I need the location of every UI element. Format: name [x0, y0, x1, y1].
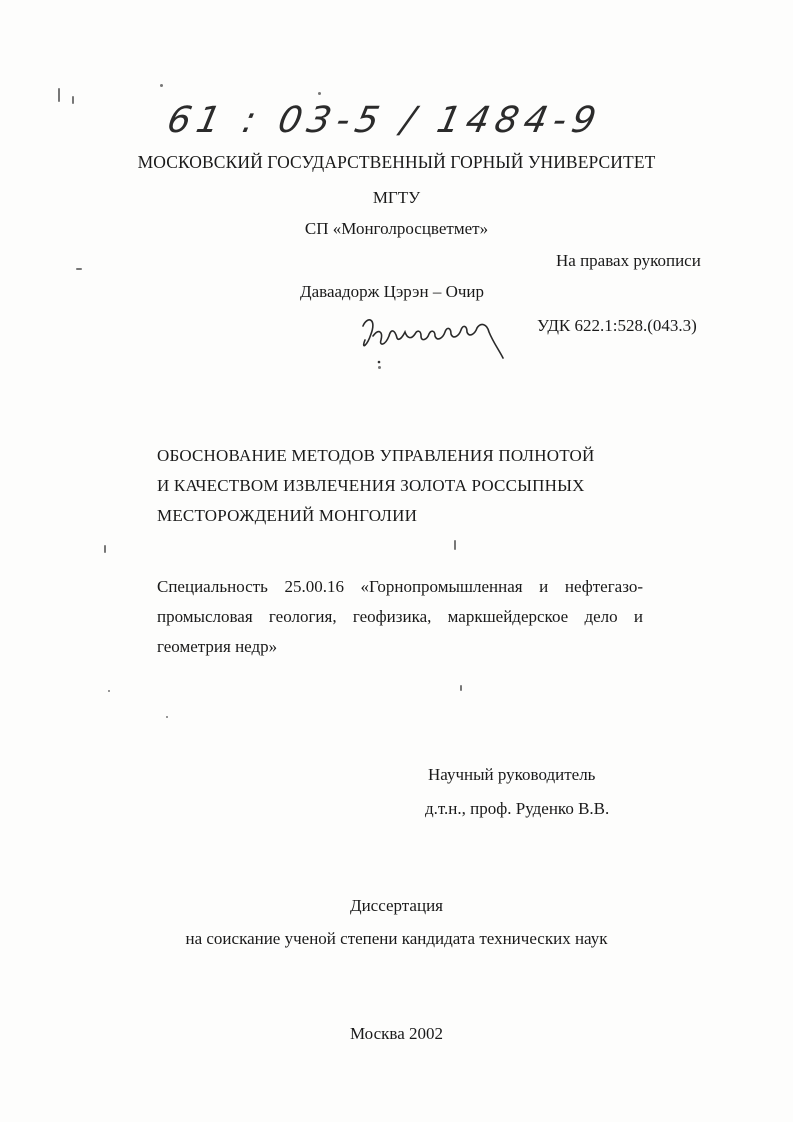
scan-speck — [76, 268, 82, 270]
specialty-line: геометрия недр» — [157, 637, 278, 656]
university-abbreviation: МГТУ — [372, 188, 421, 207]
scan-speck — [160, 84, 163, 87]
title-line: МЕСТОРОЖДЕНИЙ МОНГОЛИИ — [157, 506, 418, 525]
scan-speck — [104, 545, 106, 553]
handwritten-archive-number: 61 : 03-5 / 1484-9 — [163, 100, 606, 141]
specialty-line: Специальность 25.00.16 «Горнопромышленная и нефтегазо- — [157, 577, 643, 596]
author-signature — [355, 306, 515, 366]
scan-speck — [460, 685, 462, 691]
city-year: Москва 2002 — [349, 1024, 444, 1043]
dissertation-title — [157, 441, 595, 531]
specialty-description — [157, 572, 643, 662]
scan-speck — [72, 96, 74, 104]
specialty-line: промысловая геология, геофизика, маркшейдерское дело и — [157, 607, 643, 626]
author-name: Даваадорж Цэрэн – Очир — [300, 282, 484, 301]
scan-speck — [58, 88, 60, 102]
dissertation-type: Диссертация — [349, 896, 443, 915]
scan-speck — [318, 92, 321, 95]
advisor-name: д.т.н., проф. Руденко В.В. — [425, 799, 610, 818]
university-name: МОСКОВСКИЙ ГОСУДАРСТВЕННЫЙ ГОРНЫЙ УНИВЕРСИТЕТ — [137, 152, 656, 172]
manuscript-rights-note: На правах рукописи — [556, 251, 701, 270]
title-line: ОБОСНОВАНИЕ МЕТОДОВ УПРАВЛЕНИЯ ПОЛНОТОЙ — [157, 446, 595, 465]
company-name: СП «Монголросцветмет» — [304, 219, 489, 238]
scan-speck — [108, 690, 110, 692]
degree-statement: на соискание ученой степени кандидата технических наук — [185, 929, 608, 948]
scan-speck — [454, 540, 456, 550]
advisor-label: Научный руководитель — [428, 765, 596, 784]
title-line: И КАЧЕСТВОМ ИЗВЛЕЧЕНИЯ ЗОЛОТА РОССЫПНЫХ — [157, 476, 585, 495]
scan-speck — [166, 716, 168, 718]
udk-code: УДК 622.1:528.(043.3) — [537, 316, 697, 335]
scan-speck — [378, 366, 381, 369]
